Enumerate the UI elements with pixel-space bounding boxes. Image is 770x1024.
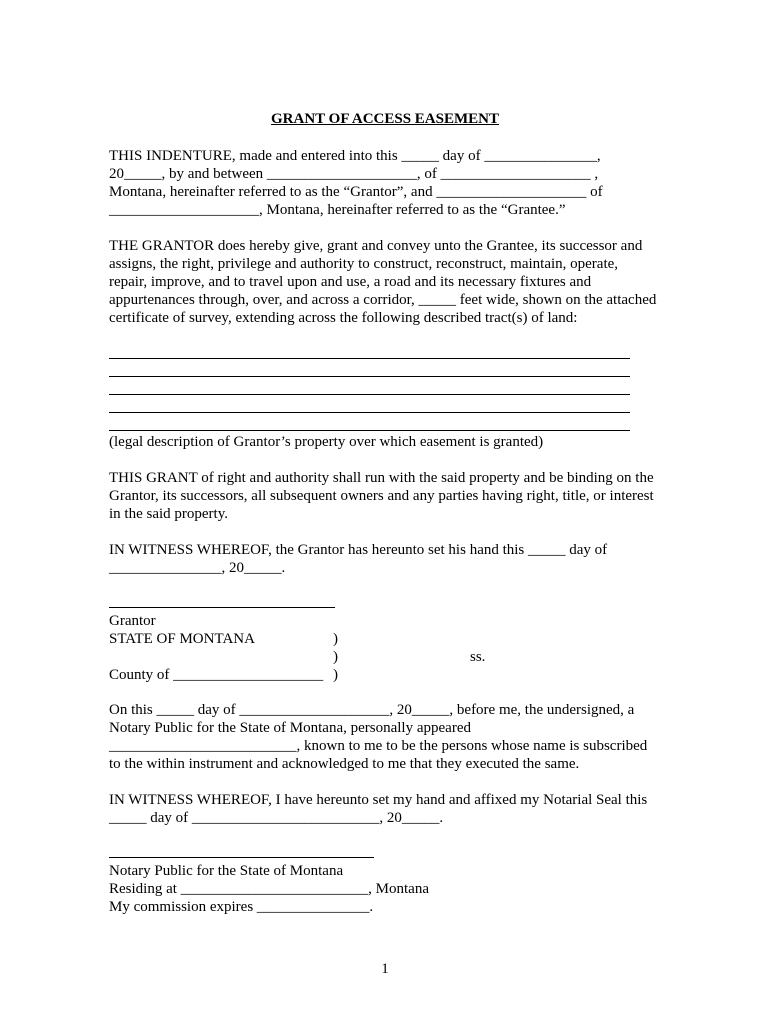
intro-line: ____________________, Montana, hereinafter referred to as the “Grantee.” (109, 202, 566, 218)
grant-line: THE GRANTOR does hereby give, grant and convey unto the Grantee, its successor and (109, 238, 643, 254)
legal-description-line[interactable] (109, 358, 630, 359)
venue-paren: ) (333, 631, 338, 647)
notary-block-line: My commission expires _______________. (109, 899, 374, 915)
county-label: County of ____________________ (109, 667, 324, 683)
document-title: GRANT OF ACCESS EASEMENT (271, 111, 499, 127)
notary-witness-line: IN WITNESS WHEREOF, I have hereunto set my hand and affixed my Notarial Seal this (109, 792, 648, 808)
grant-line: repair, improve, and to travel upon and use, a road and its necessary fixtures and (109, 274, 592, 290)
venue-paren: ) (333, 649, 338, 665)
intro-line: Montana, hereinafter referred to as the “Grantor”, and ____________________ of (109, 184, 603, 200)
grant-line: assigns, the right, privilege and authority to construct, reconstruct, maintain, operate, (109, 256, 619, 272)
witness-line: _______________, 20_____. (109, 560, 286, 576)
notary-witness-line: _____ day of _________________________, 20_____. (109, 810, 444, 826)
acknowledgment-line: On this _____ day of ____________________, 20_____, before me, the undersigned, a (109, 702, 635, 718)
grantor-signature-line[interactable] (109, 607, 335, 608)
legal-description-line[interactable] (109, 412, 630, 413)
grant-line: appurtenances through, over, and across a corridor, _____ feet wide, shown on the attached (109, 292, 657, 308)
acknowledgment-line: Notary Public for the State of Montana, personally appeared (109, 720, 471, 736)
run-with-land-line: THIS GRANT of right and authority shall run with the said property and be binding on the (109, 470, 654, 486)
state-label: STATE OF MONTANA (109, 631, 255, 647)
acknowledgment-line: to the within instrument and acknowledged to me that they executed the same. (109, 756, 580, 772)
legal-description-line[interactable] (109, 394, 630, 395)
intro-line: 20_____, by and between ____________________, of ____________________ , (109, 166, 599, 182)
witness-line: IN WITNESS WHEREOF, the Grantor has hereunto set his hand this _____ day of (109, 542, 608, 558)
notary-block-line: Notary Public for the State of Montana (109, 863, 344, 879)
legal-description-line[interactable] (109, 430, 630, 431)
grant-line: certificate of survey, extending across the following described tract(s) of land: (109, 310, 578, 326)
notary-block-line: Residing at _________________________, Montana (109, 881, 429, 897)
legal-description-caption: (legal description of Grantor’s property over which easement is granted) (109, 434, 544, 450)
intro-line: THIS INDENTURE, made and entered into this _____ day of _______________, (109, 148, 601, 164)
venue-paren: ) (333, 667, 338, 683)
legal-description-line[interactable] (109, 376, 630, 377)
acknowledgment-line: _________________________, known to me to be the persons whose name is subscribed (109, 738, 648, 754)
grantor-label: Grantor (109, 613, 156, 629)
notary-signature-line[interactable] (109, 857, 374, 858)
page-number: 1 (381, 961, 389, 977)
venue-ss: ss. (470, 649, 486, 665)
run-with-land-line: in the said property. (109, 506, 228, 522)
run-with-land-line: Grantor, its successors, all subsequent owners and any parties having right, title, or interest (109, 488, 654, 504)
